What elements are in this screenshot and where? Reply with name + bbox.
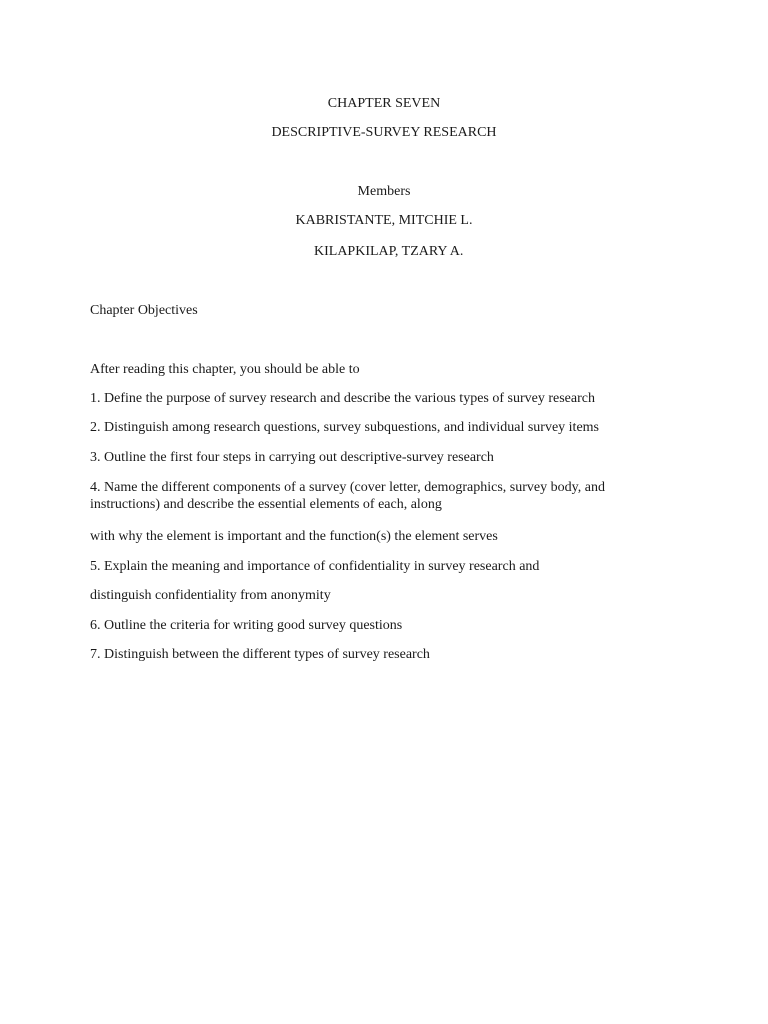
objective-item: distinguish confidentiality from anonymity [90, 588, 331, 603]
objective-item: 6. Outline the criteria for writing good survey questions [90, 618, 403, 633]
objective-item: 7. Distinguish between the different types of survey research [90, 647, 430, 662]
objective-item: 5. Explain the meaning and importance of confidentiality in survey research and [90, 559, 540, 574]
objectives-intro: After reading this chapter, you should be able to [90, 362, 360, 377]
member-name: KABRISTANTE, MITCHIE L. [295, 213, 473, 228]
objective-item: 4. Name the different components of a survey (cover letter, demographics, survey body, and instructions) and describe the essential elements of each, along [90, 480, 605, 512]
member-name: KILAPKILAP, TZARY A. [314, 244, 464, 259]
members-label: Members [357, 184, 411, 199]
objective-item: with why the element is important and the function(s) the element serves [90, 529, 498, 544]
objectives-heading: Chapter Objectives [90, 303, 198, 318]
objective-item: 3. Outline the first four steps in carrying out descriptive-survey research [90, 450, 494, 465]
objective-item: 1. Define the purpose of survey research and describe the various types of survey research [90, 391, 595, 406]
objective-item: 2. Distinguish among research questions, survey subquestions, and individual survey items [90, 420, 599, 435]
chapter-title: DESCRIPTIVE-SURVEY RESEARCH [271, 125, 497, 140]
chapter-number: CHAPTER SEVEN [327, 96, 441, 111]
